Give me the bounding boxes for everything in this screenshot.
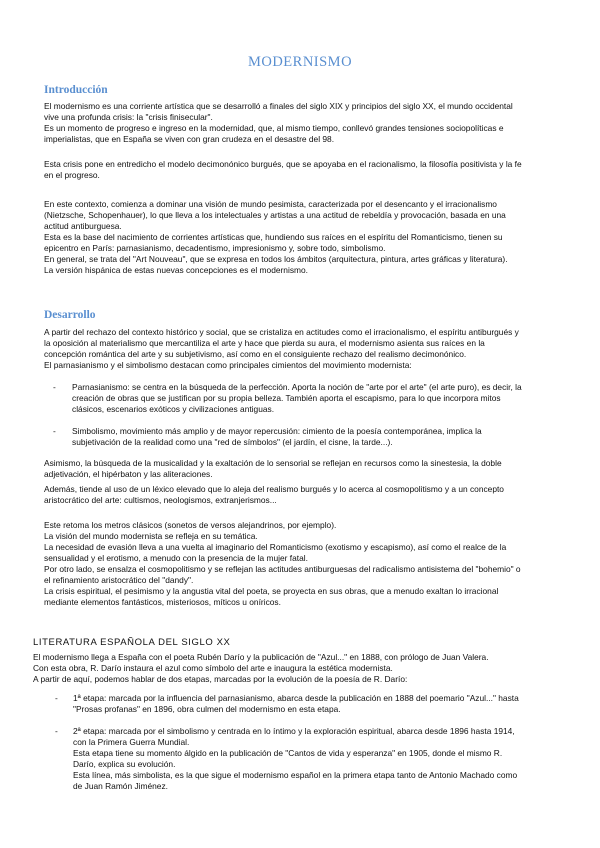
text-line: Esta es la base del nacimiento de corrientes artísticas que, hundiendo sus raíces en el espíritu del Romanticismo, tienen su (44, 232, 503, 242)
page-title: MODERNISMO (247, 54, 353, 70)
text-line: Este retoma los metros clásicos (sonetos de versos alejandrinos, por ejemplo). (44, 520, 337, 530)
text-line: con la Primera Guerra Mundial. (73, 737, 190, 747)
intro-heading: Introducción (44, 84, 108, 96)
bullet-primera-etapa (55, 693, 570, 715)
text-line: El parnasianismo y el simbolismo destacan como principales cimientos del movimiento modernista: (44, 360, 412, 370)
desarrollo-paragraph-3 (44, 484, 564, 506)
text-line: En general, se trata del "Art Nouveau", que se expresa en todos los ámbitos (arquitectura, pintura, artes gráficas y literatura). (44, 254, 508, 264)
text-line: El modernismo es una corriente artística que se desarrolló a finales del siglo XIX y principios del siglo XX, el mundo occidental (44, 101, 513, 111)
text-line: La crisis espiritual, el pesimismo y la angustia vital del poeta, se proyecta en sus obras, que a menudo exaltan lo irracional (44, 586, 499, 596)
bullet-text (73, 726, 570, 792)
bullet-parnasianismo (53, 382, 563, 415)
bullet-dash: - (53, 426, 56, 436)
text-line: A partir de aquí, podemos hablar de dos etapas, marcadas por la evolución de la poesía de R. Darío: (33, 674, 408, 684)
text-line: En este contexto, comienza a dominar una visión de mundo pesimista, caracterizada por el desencanto y el irracionalismo (44, 199, 497, 209)
text-line: La visión del mundo modernista se refleja en su temática. (44, 531, 258, 541)
text-line: Esta línea, más simbolista, es la que sigue el modernismo español en la primera etapa tanto de Antonio Machado como (73, 770, 518, 780)
desarrollo-paragraph-4 (44, 520, 564, 608)
literatura-heading: LITERATURA ESPAÑOLA DEL SIGLO XX (33, 637, 231, 648)
text-line: Por otro lado, se ensalza el cosmopolitismo y se reflejan las actitudes antiburguesas del radicalismo antisistema del "bohemio" o (44, 564, 521, 574)
text-line: actitud antiburguesa. (44, 221, 122, 231)
text-line: Con esta obra, R. Darío instaura el azul como símbolo del arte e inaugura la estética modernista. (33, 663, 393, 673)
bullet-text (72, 382, 563, 415)
text-line: (Nietzsche, Schopenhauer), lo que lleva a los intelectuales y artistas a una actitud de rebeldía y provocación, basada en una (44, 210, 506, 220)
text-line: en el progreso. (44, 170, 100, 180)
text-line: A partir del rechazo del contexto histórico y social, que se cristaliza en actitudes como el irracionalismo, el espíritu antiburgués y (44, 327, 519, 337)
text-line: Parnasianismo: se centra en la búsqueda de la perfección. Aporta la noción de "arte por el arte" (el arte puro), es decir, la (72, 382, 522, 392)
text-line: mediante elementos fantásticos, misteriosos, míticos u oníricos. (44, 597, 281, 607)
text-line: aristocrático del arte: cultismos, neologismos, extranjerismos... (44, 495, 277, 505)
text-line: Darío, explica su evolución. (73, 759, 176, 769)
text-line: subjetivación de la realidad como una "red de símbolos" (el jardín, el cisne, la tarde...). (72, 437, 393, 447)
text-line: de Juan Ramón Jiménez. (73, 781, 168, 791)
text-line: 2ª etapa: marcada por el simbolismo y centrada en lo íntimo y la exploración espiritual, abarca desde 1896 hasta 1914, (73, 726, 515, 736)
text-line: imperialistas, que en España se viven con gran crudeza en el desastre del 98. (44, 134, 335, 144)
text-line: epicentro en París: parnasianismo, decadentismo, impresionismo y, sobre todo, simbolismo. (44, 243, 386, 253)
text-line: sensualidad y el erotismo, a menudo con la presencia de la mujer fatal. (44, 553, 308, 563)
bullet-text (73, 693, 570, 715)
text-line: Es un momento de progreso e ingreso en la modernidad, que, al mismo tiempo, conllevó grandes tensiones sociopolíticas e (44, 123, 504, 133)
text-line: Asimismo, la búsqueda de la musicalidad y la exaltación de lo sensorial se reflejan en recursos como la sinestesia, la doble (44, 458, 502, 468)
text-line: Simbolismo, movimiento más amplio y de mayor repercusión: cimiento de la poesía contemporánea, implica la (72, 426, 482, 436)
text-line: "Prosas profanas" en 1896, obra culmen del modernismo en esta etapa. (73, 704, 341, 714)
bullet-dash: - (55, 693, 58, 703)
text-line: concepción romántica del arte y su subjetivismo, así como en el consiguiente rechazo del realismo decimonónico. (44, 349, 467, 359)
intro-paragraph-1 (44, 101, 564, 145)
text-line: 1ª etapa: marcada por la influencia del parnasianismo, abarca desde la publicación en 1888 del poemario "Azul..." hasta (73, 693, 519, 703)
text-line: El modernismo llega a España con el poeta Rubén Darío y la publicación de "Azul..." en 1888, con prólogo de Juan Valera. (33, 652, 489, 662)
text-line: Esta etapa tiene su momento álgido en la publicación de "Cantos de vida y esperanza" en 1905, donde el mismo R. (73, 748, 503, 758)
bullet-segunda-etapa (55, 726, 570, 792)
intro-paragraph-2 (44, 159, 564, 181)
intro-paragraph-3 (44, 199, 564, 276)
text-line: la oposición al materialismo que mercantiliza el arte y hace que pierda su aura, el modernismo asienta sus raíces en la (44, 338, 485, 348)
text-line: el refinamiento aristocrático del "dandy". (44, 575, 194, 585)
bullet-text (72, 426, 563, 448)
text-line: creación de obras que se justifican por su propia belleza. También aporta el escapismo, para lo que incorpora mitos (72, 393, 501, 403)
desarrollo-heading: Desarrollo (44, 309, 96, 321)
text-line: adjetivación, el hipérbaton y las aliteraciones. (44, 469, 213, 479)
desarrollo-paragraph-2 (44, 458, 564, 480)
text-line: clásicos, escenarios exóticos y civilizaciones antiguas. (72, 404, 275, 414)
bullet-simbolismo (53, 426, 563, 448)
text-line: Esta crisis pone en entredicho el modelo decimonónico burgués, que se apoyaba en el racionalismo, la filosofía positivista y la fe (44, 159, 522, 169)
desarrollo-paragraph-1 (44, 327, 564, 371)
text-line: Además, tiende al uso de un léxico elevado que lo aleja del realismo burgués y lo acerca al cosmopolitismo y a un concepto (44, 484, 504, 494)
bullet-dash: - (53, 382, 56, 392)
text-line: La versión hispánica de estas nuevas concepciones es el modernismo. (44, 265, 308, 275)
text-line: vive una profunda crisis: la "crisis finisecular". (44, 112, 213, 122)
text-line: La necesidad de evasión lleva a una vuelta al imaginario del Romanticismo (exotismo y escapismo), así como el realce de la (44, 542, 507, 552)
literatura-paragraph-1 (33, 652, 568, 685)
bullet-dash: - (55, 726, 58, 736)
